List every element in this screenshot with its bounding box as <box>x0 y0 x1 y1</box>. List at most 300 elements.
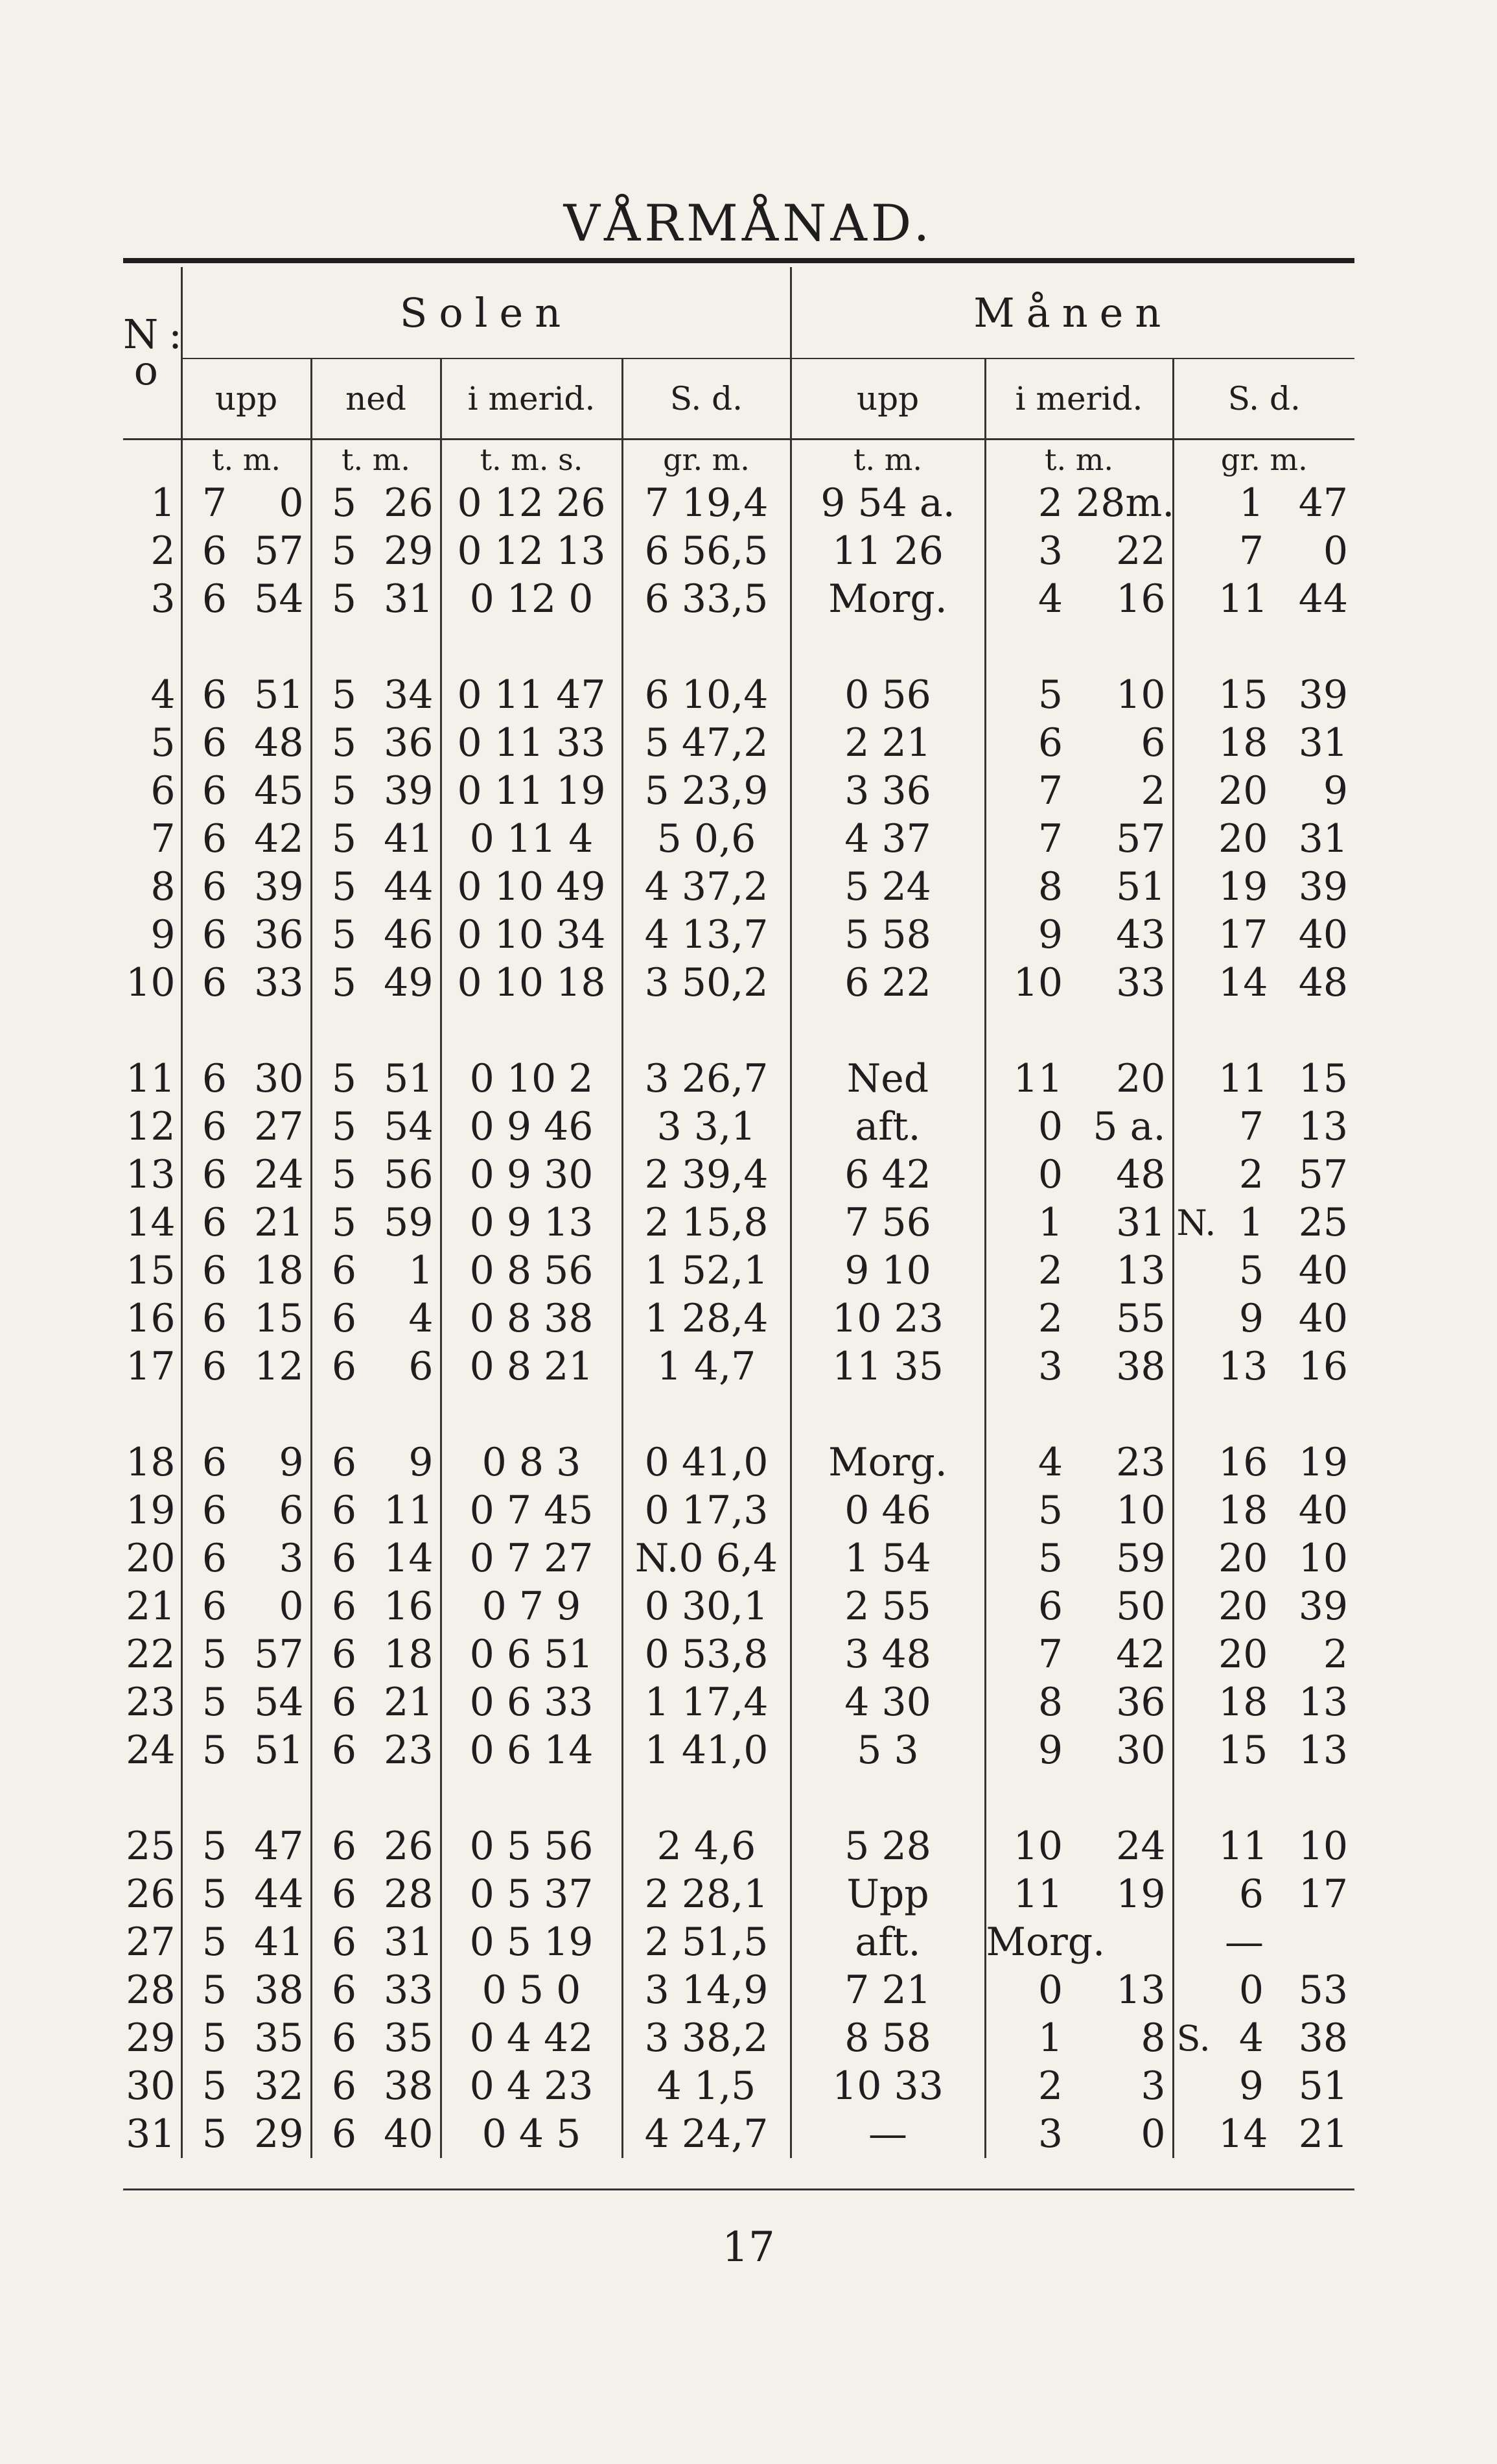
units-moon-declination: gr. m. <box>1173 440 1354 480</box>
sun-set-minute: 33 <box>384 1967 434 2013</box>
moon-rise: 4 37 <box>791 815 985 863</box>
moon-declination-degrees: 20 <box>1218 1632 1268 1677</box>
sun-set-hour: 5 <box>311 719 369 767</box>
table-spacer-row <box>123 623 1354 671</box>
table-row <box>123 479 1354 527</box>
sun-declination: 4 1,5 <box>622 2062 791 2110</box>
moon-declination-degrees: 1 <box>1238 480 1264 526</box>
moon-meridian-minute: 2 <box>1141 768 1166 814</box>
sun-set-hour: 5 <box>311 479 369 527</box>
moon-rise: 4 30 <box>791 1678 985 1726</box>
moon-declination-minutes: 51 <box>1298 2063 1349 2109</box>
sun-set-minute: 26 <box>384 480 434 526</box>
sun-set-minute: 31 <box>384 1919 434 1965</box>
table-row <box>123 1343 1354 1390</box>
spacer-cell <box>622 1007 791 1055</box>
sun-set-hour: 5 <box>311 911 369 959</box>
spacer-cell <box>181 1390 240 1438</box>
day-number: 22 <box>126 1632 176 1677</box>
spacer-cell <box>311 1390 369 1438</box>
sun-meridian-time: 0 11 4 <box>441 815 622 863</box>
sun-rise-minute: 0 <box>279 1584 304 1629</box>
day-number: 6 <box>150 768 176 814</box>
moon-meridian-minute: 48 <box>1116 1152 1166 1197</box>
spacer-cell <box>441 1390 622 1438</box>
sun-rise-minute: 33 <box>254 960 304 1005</box>
sun-set-minute: 6 <box>408 1344 434 1389</box>
table-row <box>123 1055 1354 1103</box>
moon-declination-minutes <box>1277 1918 1354 1966</box>
sun-meridian-time: 0 4 5 <box>441 2110 622 2158</box>
moon-declination-flag <box>1173 1582 1218 1630</box>
moon-declination-minutes: 44 <box>1298 576 1349 622</box>
header-row-columns <box>123 358 1354 440</box>
sun-set-hour: 6 <box>311 1534 369 1582</box>
day-number: 24 <box>126 1728 176 1773</box>
sun-set-minute: 40 <box>384 2111 434 2157</box>
moon-declination-flag <box>1173 1486 1218 1534</box>
spacer-cell <box>311 1007 369 1055</box>
moon-declination-flag <box>1173 863 1218 911</box>
moon-declination-degrees: 14 <box>1218 960 1268 1005</box>
moon-meridian-hour: 0 <box>985 1103 1076 1151</box>
moon-meridian-hour: 4 <box>985 1438 1076 1486</box>
sun-set-minute: 1 <box>408 1248 434 1293</box>
sun-rise-minute: 27 <box>254 1104 304 1149</box>
sun-set-hour: 5 <box>311 767 369 815</box>
sun-rise-hour: 6 <box>181 1103 240 1151</box>
moon-rise: 5 24 <box>791 863 985 911</box>
moon-declination-degrees: 20 <box>1218 768 1268 814</box>
moon-meridian-hour: 7 <box>985 815 1076 863</box>
day-number: 29 <box>126 2015 176 2061</box>
moon-declination-flag: N. <box>1173 1199 1218 1247</box>
moon-declination-degrees: 16 <box>1218 1440 1268 1485</box>
moon-meridian-minute: 5 a. <box>1093 1104 1166 1149</box>
sun-declination: 4 37,2 <box>622 863 791 911</box>
sun-set-minute: 9 <box>408 1440 434 1485</box>
sun-set-hour: 6 <box>311 1678 369 1726</box>
sun-declination: 0 30,1 <box>622 1582 791 1630</box>
sun-rise-minute: 32 <box>254 2063 304 2109</box>
moon-meridian-minute: 30 <box>1116 1728 1166 1773</box>
sun-declination: 2 39,4 <box>622 1151 791 1199</box>
moon-meridian-minute: 6 <box>1141 720 1166 766</box>
moon-declination-flag <box>1173 2110 1218 2158</box>
sun-rise-hour: 6 <box>181 527 240 575</box>
sun-meridian-time: 0 6 14 <box>441 1726 622 1774</box>
moon-meridian-hour: 0 <box>985 1966 1076 2014</box>
spacer-cell <box>791 1390 985 1438</box>
moon-declination-minutes: 48 <box>1298 960 1349 1005</box>
sun-rise-hour: 5 <box>181 1966 240 2014</box>
sun-rise-hour: 6 <box>181 911 240 959</box>
sun-set-hour: 5 <box>311 815 369 863</box>
moon-declination-flag <box>1173 1151 1218 1199</box>
units-moon-meridian: t. m. <box>985 440 1173 480</box>
sun-rise-minute: 3 <box>279 1536 304 1581</box>
day-number: 13 <box>126 1152 176 1197</box>
moon-meridian-hour: 7 <box>985 1630 1076 1678</box>
spacer-cell <box>311 623 369 671</box>
sun-rise-minute: 0 <box>279 480 304 526</box>
sun-rise-hour: 5 <box>181 1870 240 1918</box>
moon-rise: 6 22 <box>791 959 985 1007</box>
sun-meridian-time: 0 6 51 <box>441 1630 622 1678</box>
moon-declination-minutes: 16 <box>1298 1344 1349 1389</box>
sun-declination: 4 24,7 <box>622 2110 791 2158</box>
sun-set-hour: 5 <box>311 863 369 911</box>
table-row <box>123 1678 1354 1726</box>
spacer-cell <box>240 623 311 671</box>
sun-rise-hour: 5 <box>181 1678 240 1726</box>
sun-meridian-time: 0 8 56 <box>441 1247 622 1295</box>
day-number: 19 <box>126 1488 176 1533</box>
sun-set-minute: 28 <box>384 1871 434 1917</box>
sun-declination: 3 50,2 <box>622 959 791 1007</box>
moon-declination-degrees: 18 <box>1218 1488 1268 1533</box>
moon-meridian-minute: 31 <box>1116 1200 1166 1245</box>
column-header-moon-declination: S. d. <box>1173 358 1354 440</box>
table-row <box>123 2110 1354 2158</box>
sun-set-hour: 5 <box>311 671 369 719</box>
moon-declination-minutes: 39 <box>1298 672 1349 718</box>
sun-set-minute: 54 <box>384 1104 434 1149</box>
moon-meridian-minute: 36 <box>1116 1680 1166 1725</box>
table-row <box>123 1966 1354 2014</box>
moon-declination-flag <box>1173 1630 1218 1678</box>
moon-rise: 0 56 <box>791 671 985 719</box>
moon-meridian-hour: 8 <box>985 863 1076 911</box>
spacer-cell <box>123 1774 181 1822</box>
moon-meridian-hour: 4 <box>985 575 1076 623</box>
sun-declination: 0 41,0 <box>622 1438 791 1486</box>
sun-meridian-time: 0 11 47 <box>441 671 622 719</box>
sun-meridian-time: 0 5 0 <box>441 1966 622 2014</box>
sun-set-hour: 5 <box>311 1103 369 1151</box>
sun-rise-minute: 48 <box>254 720 304 766</box>
moon-rise: 5 3 <box>791 1726 985 1774</box>
moon-rise: 6 42 <box>791 1151 985 1199</box>
moon-meridian-hour: 1 <box>985 1199 1076 1247</box>
sun-set-minute: 11 <box>384 1488 434 1533</box>
moon-rise: 2 21 <box>791 719 985 767</box>
moon-declination-flag <box>1173 671 1218 719</box>
spacer-cell <box>441 1007 622 1055</box>
spacer-cell <box>369 1007 441 1055</box>
moon-rise: 1 54 <box>791 1534 985 1582</box>
moon-rise: Morg. <box>791 575 985 623</box>
sun-rise-hour: 6 <box>181 1438 240 1486</box>
sun-meridian-time: 0 11 33 <box>441 719 622 767</box>
table-row <box>123 527 1354 575</box>
sun-set-minute: 31 <box>384 576 434 622</box>
sun-rise-hour: 6 <box>181 959 240 1007</box>
moon-rise: 7 56 <box>791 1199 985 1247</box>
sun-meridian-time: 0 4 23 <box>441 2062 622 2110</box>
spacer-cell <box>791 1007 985 1055</box>
sun-declination: 2 28,1 <box>622 1870 791 1918</box>
moon-rise: 5 58 <box>791 911 985 959</box>
table-row <box>123 2014 1354 2062</box>
sun-meridian-time: 0 9 46 <box>441 1103 622 1151</box>
table-row <box>123 1103 1354 1151</box>
column-header-sun-rise: upp <box>181 358 311 440</box>
table-row <box>123 2062 1354 2110</box>
day-number: 25 <box>126 1824 176 1869</box>
day-number: 18 <box>126 1440 176 1485</box>
moon-declination-flag <box>1173 1438 1218 1486</box>
sun-set-minute: 59 <box>384 1200 434 1245</box>
group-header-moon: Månen <box>791 267 1354 358</box>
sun-rise-hour: 6 <box>181 863 240 911</box>
table-row <box>123 671 1354 719</box>
moon-declination-minutes: 15 <box>1298 1056 1349 1101</box>
moon-meridian-minute: 42 <box>1116 1632 1166 1677</box>
day-number: 17 <box>126 1344 176 1389</box>
sun-meridian-time: 0 9 13 <box>441 1199 622 1247</box>
sun-rise-hour: 6 <box>181 1582 240 1630</box>
moon-meridian-hour: 9 <box>985 1726 1076 1774</box>
moon-declination-flag <box>1173 1822 1218 1870</box>
moon-meridian-hour: 10 <box>985 1822 1076 1870</box>
moon-declination-flag <box>1173 767 1218 815</box>
moon-meridian-minute: 55 <box>1116 1296 1166 1341</box>
moon-declination-flag <box>1173 1247 1218 1295</box>
moon-declination-minutes: 39 <box>1298 1584 1349 1629</box>
moon-meridian-minute: 3 <box>1141 2063 1166 2109</box>
sun-set-hour: 5 <box>311 1055 369 1103</box>
sun-set-hour: 6 <box>311 1870 369 1918</box>
moon-rise: 2 55 <box>791 1582 985 1630</box>
spacer-cell <box>985 1390 1076 1438</box>
sun-set-minute: 4 <box>408 1296 434 1341</box>
moon-meridian-hour: 11 <box>985 1870 1076 1918</box>
sun-rise-hour: 5 <box>181 2110 240 2158</box>
moon-declination-minutes: 2 <box>1323 1632 1349 1677</box>
moon-declination-degrees: 1 <box>1238 1200 1264 1245</box>
day-number: 8 <box>150 864 176 909</box>
spacer-cell <box>1076 623 1173 671</box>
sun-meridian-time: 0 4 42 <box>441 2014 622 2062</box>
moon-declination-minutes: 57 <box>1298 1152 1349 1197</box>
sun-declination: 1 52,1 <box>622 1247 791 1295</box>
spacer-cell <box>1218 1390 1277 1438</box>
table-row <box>123 1151 1354 1199</box>
moon-declination-minutes: 40 <box>1298 1296 1349 1341</box>
moon-declination-minutes: 38 <box>1298 2015 1349 2061</box>
sun-meridian-time: 0 6 33 <box>441 1678 622 1726</box>
sun-rise-minute: 42 <box>254 816 304 862</box>
moon-declination-degrees: 20 <box>1218 1536 1268 1581</box>
day-number: 2 <box>150 528 176 574</box>
sun-declination: 6 56,5 <box>622 527 791 575</box>
moon-meridian-minute: 22 <box>1116 528 1166 574</box>
spacer-cell <box>791 1774 985 1822</box>
day-number: 14 <box>126 1200 176 1245</box>
sun-rise-minute: 54 <box>254 1680 304 1725</box>
sun-set-minute: 26 <box>384 1824 434 1869</box>
sun-declination: 4 13,7 <box>622 911 791 959</box>
moon-declination-degrees: — <box>1225 1919 1264 1965</box>
group-header-sun: Solen <box>181 267 791 358</box>
moon-declination-degrees: 9 <box>1238 1296 1264 1341</box>
moon-meridian-hour: Morg. <box>986 1919 1106 1965</box>
spacer-cell <box>369 623 441 671</box>
sun-rise-hour: 6 <box>181 1534 240 1582</box>
sun-set-minute: 56 <box>384 1152 434 1197</box>
column-header-moon-rise: upp <box>791 358 985 440</box>
table-row <box>123 1534 1354 1582</box>
moon-declination-minutes: 53 <box>1298 1967 1349 2013</box>
table-row <box>123 1295 1354 1343</box>
moon-declination-degrees: 17 <box>1218 912 1268 957</box>
moon-declination-minutes: 19 <box>1298 1440 1349 1485</box>
moon-declination-degrees: 5 <box>1238 1248 1264 1293</box>
moon-meridian-minute: 57 <box>1116 816 1166 862</box>
spacer-cell <box>311 1774 369 1822</box>
moon-rise: aft. <box>791 1103 985 1151</box>
moon-meridian-hour: 6 <box>985 1582 1076 1630</box>
day-number-header-line2: o <box>133 347 170 394</box>
sun-rise-minute: 57 <box>254 528 304 574</box>
sun-rise-minute: 51 <box>254 672 304 718</box>
sun-rise-hour: 5 <box>181 1630 240 1678</box>
sun-set-minute: 51 <box>384 1056 434 1101</box>
sun-meridian-time: 0 12 13 <box>441 527 622 575</box>
sun-rise-minute: 24 <box>254 1152 304 1197</box>
table-row <box>123 1438 1354 1486</box>
table-row <box>123 1486 1354 1534</box>
spacer-cell <box>369 1390 441 1438</box>
moon-declination-degrees: 18 <box>1218 720 1268 766</box>
sun-rise-minute: 6 <box>279 1488 304 1533</box>
sun-meridian-time: 0 8 21 <box>441 1343 622 1390</box>
sun-rise-hour: 6 <box>181 719 240 767</box>
moon-meridian-minute: 0 <box>1141 2111 1166 2157</box>
moon-meridian-minute: 10 <box>1116 672 1166 718</box>
moon-declination-flag <box>1173 1295 1218 1343</box>
moon-declination-flag <box>1173 479 1218 527</box>
moon-meridian-hour: 9 <box>985 911 1076 959</box>
sun-declination: 5 47,2 <box>622 719 791 767</box>
spacer-cell <box>1076 1007 1173 1055</box>
moon-rise: 0 46 <box>791 1486 985 1534</box>
sun-meridian-time: 0 8 3 <box>441 1438 622 1486</box>
day-number: 20 <box>126 1536 176 1581</box>
moon-meridian-hour: 11 <box>985 1055 1076 1103</box>
moon-declination-flag <box>1173 1055 1218 1103</box>
moon-meridian-minute: 28m. <box>1076 480 1175 526</box>
moon-declination-flag <box>1173 1726 1218 1774</box>
table-row <box>123 1918 1354 1966</box>
moon-declination-degrees: 20 <box>1218 1584 1268 1629</box>
table-row <box>123 911 1354 959</box>
sun-set-hour: 6 <box>311 1438 369 1486</box>
moon-declination-minutes: 40 <box>1298 912 1349 957</box>
moon-declination-degrees: 7 <box>1238 1104 1264 1149</box>
moon-declination-minutes: 13 <box>1298 1104 1349 1149</box>
sun-rise-hour: 6 <box>181 1199 240 1247</box>
day-number: 21 <box>126 1584 176 1629</box>
spacer-cell <box>1277 1390 1354 1438</box>
day-number: 11 <box>126 1056 176 1101</box>
sun-rise-hour: 7 <box>181 479 240 527</box>
moon-declination-minutes: 9 <box>1323 768 1349 814</box>
sun-set-minute: 14 <box>384 1536 434 1581</box>
day-number: 7 <box>150 816 176 862</box>
column-header-sun-set: ned <box>311 358 441 440</box>
sun-rise-hour: 6 <box>181 767 240 815</box>
day-number: 26 <box>126 1871 176 1917</box>
sun-set-minute: 18 <box>384 1632 434 1677</box>
spacer-cell <box>1277 1007 1354 1055</box>
moon-meridian-minute: 33 <box>1116 960 1166 1005</box>
moon-rise: 9 54 a. <box>791 479 985 527</box>
moon-declination-degrees: 2 <box>1238 1152 1264 1197</box>
moon-declination-degrees: 4 <box>1238 2015 1264 2061</box>
moon-meridian-hour: 10 <box>985 959 1076 1007</box>
day-number: 10 <box>126 960 176 1005</box>
day-number: 9 <box>150 912 176 957</box>
moon-rise: 9 10 <box>791 1247 985 1295</box>
moon-rise: aft. <box>791 1918 985 1966</box>
sun-meridian-time: 0 8 38 <box>441 1295 622 1343</box>
units-day <box>123 440 181 480</box>
sun-rise-minute: 18 <box>254 1248 304 1293</box>
sun-set-hour: 6 <box>311 2014 369 2062</box>
sun-rise-minute: 36 <box>254 912 304 957</box>
sun-declination: 6 33,5 <box>622 575 791 623</box>
sun-declination: N.0 6,4 <box>622 1534 791 1582</box>
sun-set-minute: 46 <box>384 912 434 957</box>
moon-rise: 3 48 <box>791 1630 985 1678</box>
moon-declination-flag <box>1173 1918 1218 1966</box>
moon-declination-minutes: 13 <box>1298 1680 1349 1725</box>
day-number-header-line1: N: <box>123 311 194 358</box>
moon-declination-degrees: 11 <box>1218 576 1268 622</box>
sun-declination: 5 0,6 <box>622 815 791 863</box>
sun-rise-minute: 21 <box>254 1200 304 1245</box>
moon-meridian-hour: 2 <box>985 1247 1076 1295</box>
moon-declination-minutes: 31 <box>1298 816 1349 862</box>
table-spacer-row <box>123 1007 1354 1055</box>
spacer-cell <box>240 1007 311 1055</box>
sun-set-minute: 49 <box>384 960 434 1005</box>
sun-declination: 2 51,5 <box>622 1918 791 1966</box>
table-row <box>123 959 1354 1007</box>
sun-rise-hour: 6 <box>181 1295 240 1343</box>
moon-rise: Ned <box>791 1055 985 1103</box>
moon-declination-minutes: 47 <box>1298 480 1349 526</box>
spacer-cell <box>1076 1390 1173 1438</box>
table-row <box>123 719 1354 767</box>
sun-rise-minute: 57 <box>254 1632 304 1677</box>
moon-rise: 5 28 <box>791 1822 985 1870</box>
table-row <box>123 575 1354 623</box>
moon-declination-flag <box>1173 911 1218 959</box>
spacer-cell <box>1173 1774 1218 1822</box>
sun-meridian-time: 0 11 19 <box>441 767 622 815</box>
moon-meridian-hour: 5 <box>985 1486 1076 1534</box>
sun-declination: 6 10,4 <box>622 671 791 719</box>
sun-declination: 3 26,7 <box>622 1055 791 1103</box>
sun-declination: 1 41,0 <box>622 1726 791 1774</box>
table-row <box>123 863 1354 911</box>
units-moon-rise: t. m. <box>791 440 985 480</box>
moon-declination-minutes: 40 <box>1298 1488 1349 1533</box>
sun-declination: 0 17,3 <box>622 1486 791 1534</box>
